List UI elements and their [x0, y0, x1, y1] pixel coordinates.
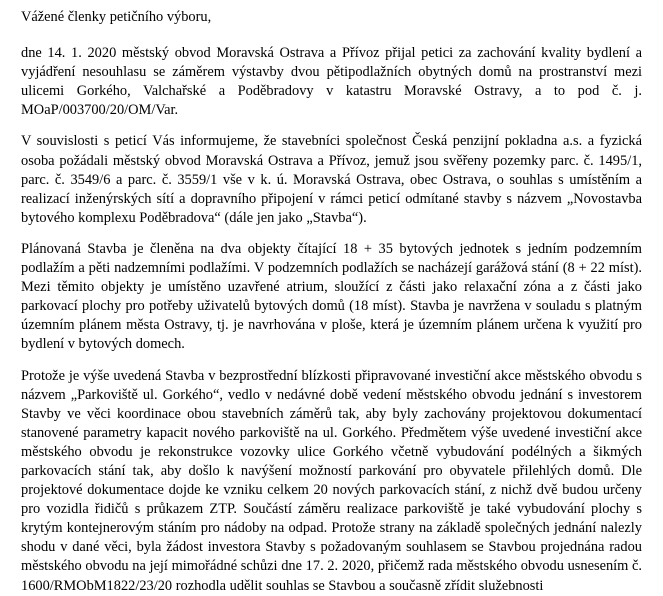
letter-page: [21, 0, 642, 594]
paragraph-parking-coordination: Protože je výše uvedená Stavba v bezprostřední blízkosti připravované investiční akce městského obvodu s názvem „Parkoviště ul. Gorkého“, vedlo v nedávné době vedení městského obvodu jednání s investorem Stavby ve věci koordinace obou stavebních záměrů tak, aby byly zachovány projektovou dokumentací stanovené parametry kapacit nového parkoviště na ul. Gorkého. Předmětem výše uvedené investiční akce městského obvodu je rekonstrukce vozovky ulice Gorkého včetně vybudování podélných a šikmých parkovacích stání tak, aby došlo k navýšení možností parkování pro obyvatele přilehlých domů. Dle projektové dokumentace dojde ke vzniku celkem 20 nových parkovacích stání, z nichž dvě budou určeny pro vozidla řidičů s průkazem ZTP. Součástí záměru realizace parkoviště je také vybudování plochy s krytým kontejnerovým stáním pro nádoby na odpad. Protože strany na základě společných jednání nalezly shodu v dané věci, byla žádost investora Stavby s požadovaným souhlasem se Stavbou projednána radou městského obvodu na její mimořádné schůzi dne 17. 2. 2020, přičemž rada městského obvodu usnesením č. 1600/RMObM1822/23/20 rozhodla udělit souhlas se Stavbou a současně zřídit služebnosti: [21, 367, 642, 594]
paragraph-builder-request: V souvislosti s peticí Vás informujeme, že stavebníci společnost Česká penzijní pokladna a.s. a fyzická osoba požádali městský obvod Moravská Ostrava a Přívoz, jemuž jsou svěřeny pozemky parc. č. 1495/1, parc. č. 3549/6 a parc. č. 3559/1 vše v k. ú. Moravská Ostrava, obec Ostrava, o souhlas s umístěním a realizací inženýrských sítí a dopravního připojení v rámci peticí odmítané stavby s názvem „Novostavba bytového komplexu Poděbradova“ (dále jen jako „Stavba“).: [21, 133, 642, 226]
paragraph-petition-received: dne 14. 1. 2020 městský obvod Moravská Ostrava a Přívoz přijal petici za zachování kvality bydlení a vyjádření nesouhlasu se záměrem výstavby dvou pětipodlažních obytných domů na prostranství mezi ulicemi Gorkého, Valchařské a Poděbradovy v katastru Moravské Ostravy, a to pod č. j. MOaP/003700/20/OM/Var.: [21, 45, 642, 119]
salutation: Vážené členky petičního výboru,: [21, 9, 212, 25]
paragraph-building-description: Plánovaná Stavba je členěna na dva objekty čítající 18 + 35 bytových jednotek s jedním podzemním podlažím a pěti nadzemními podlažími. V podzemních podlažích se nacházejí garážová stání (8 + 22 míst). Mezi těmito objekty je umístěno uzavřené atrium, sloužící z části jako relaxační zóna a z části jako parkovací plochy pro potřeby uživatelů bytových domů (18 míst). Stavba je navržena v souladu s platným územním plánem města Ostravy, tj. je navrhována v ploše, která je územním plánem určena k využití pro bydlení v bytových domech.: [21, 240, 642, 353]
